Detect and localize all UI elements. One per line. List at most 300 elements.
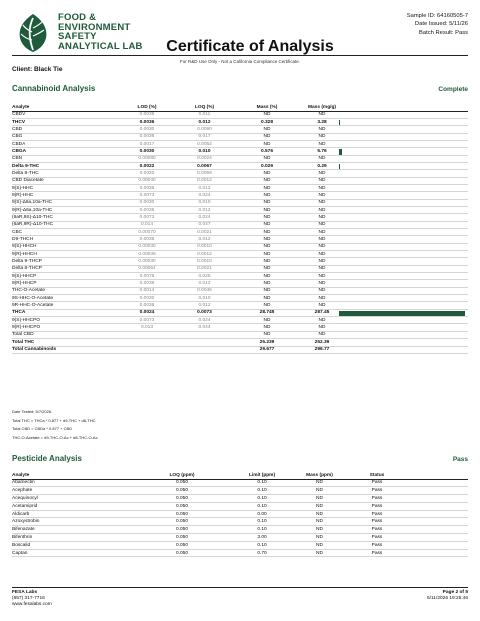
limit-cell: 3.00: [232, 534, 292, 542]
loq-cell: 0.0052: [182, 140, 227, 147]
spacer-cell: [407, 479, 468, 487]
table-row: [12, 331, 468, 338]
pesticide-status-badge: Pass: [452, 456, 468, 463]
lod-cell: 0.0036: [112, 184, 182, 191]
sample-id: Sample ID: 64160505-7: [406, 13, 468, 19]
mass-pct-cell: ND: [227, 177, 307, 184]
mass-bar-cell: [337, 221, 468, 228]
table-row: [12, 214, 468, 221]
lod-cell: 0.00030: [112, 243, 182, 250]
column-header: Mass (ppm): [292, 472, 347, 479]
loq-cell: 0.010: [182, 295, 227, 302]
logo-line: FOOD &: [58, 12, 97, 23]
table-row: [12, 229, 468, 236]
column-header: LOD (%): [112, 104, 182, 111]
table-row: [12, 251, 468, 258]
table-row: [12, 309, 468, 316]
analyte-cell: THC-O-Acetate: [12, 287, 112, 294]
note-line: Total THC = THCa * 0.877 + d9-THC + d8-THC: [12, 417, 96, 423]
analyte-cell: 9(S)-HHCP: [12, 273, 112, 280]
status-cell: Pass: [347, 526, 407, 534]
spacer-cell: [407, 495, 468, 503]
mass-mgg-cell: ND: [307, 243, 337, 250]
lod-cell: 0.0030: [112, 126, 182, 133]
mass-mgg-cell: ND: [307, 273, 337, 280]
analyte-cell: Delta 9-THCP: [12, 258, 112, 265]
mass-mgg-cell: ND: [307, 317, 337, 324]
column-header: Mass (mg/g): [308, 104, 336, 110]
mass-pct-cell: ND: [227, 280, 307, 287]
spacer-cell: [407, 518, 468, 526]
analyte-cell: Total THC: [12, 339, 112, 346]
lod-cell: 0.00080: [112, 155, 182, 162]
loq-cell: 0.050: [132, 510, 232, 518]
analyte-cell: Aldicarb: [12, 510, 132, 518]
analyte-cell: CBN: [12, 155, 112, 162]
footer-lab-info: [12, 590, 52, 607]
mass-bar-cell: [337, 118, 468, 125]
analyte-cell: Total Cannabinoids: [12, 346, 112, 353]
mass-mgg-cell: ND: [307, 229, 337, 236]
loq-cell: 0.050: [132, 549, 232, 557]
status-cell: Pass: [347, 534, 407, 542]
analyte-cell: Total CBD: [12, 331, 112, 338]
mass-mgg-cell: ND: [307, 221, 337, 228]
table-header-row: [12, 472, 468, 479]
spacer-cell: [407, 487, 468, 495]
logo-line: SAFETY: [58, 31, 97, 42]
spacer-cell: [407, 549, 468, 557]
mass-pct-cell: ND: [227, 295, 307, 302]
mass-pct-cell: 0.029: [227, 162, 307, 169]
loq-cell: 0.010: [182, 148, 227, 155]
loq-cell: 0.012: [182, 118, 227, 125]
table-row: [12, 236, 468, 243]
table-row: [12, 140, 468, 147]
mass-mgg-cell: ND: [307, 236, 337, 243]
status-cell: Pass: [347, 479, 407, 487]
mass-pct-cell: ND: [227, 126, 307, 133]
loq-cell: 0.0059: [182, 170, 227, 177]
mass-cell: ND: [292, 534, 347, 542]
lod-cell: 0.0073: [112, 214, 182, 221]
table-row: [12, 541, 468, 549]
loq-cell: 0.050: [132, 487, 232, 495]
column-header: Mass (%): [227, 104, 307, 111]
analyte-cell: Acetamiprid: [12, 502, 132, 510]
cannabinoid-table: [12, 104, 468, 354]
analyte-cell: CBD Diacetate: [12, 177, 112, 184]
loq-cell: 0.010: [182, 199, 227, 206]
loq-cell: 0.050: [132, 518, 232, 526]
table-row: [12, 206, 468, 213]
loq-cell: 0.044: [182, 324, 227, 331]
mass-pct-cell: ND: [227, 206, 307, 213]
column-header: Limit (ppm): [232, 472, 292, 479]
mass-pct-cell: 0.328: [227, 118, 307, 125]
mass-mgg-cell: 0.29: [307, 162, 337, 169]
mass-bar-cell: [337, 331, 468, 338]
table-row: [12, 502, 468, 510]
analyte-cell: THCA: [12, 309, 112, 316]
column-header: LOQ (%): [182, 104, 227, 111]
lod-cell: [112, 331, 182, 338]
table-row: [12, 221, 468, 228]
lod-cell: 0.0036: [112, 236, 182, 243]
loq-cell: 0.017: [182, 133, 227, 140]
mass-pct-cell: ND: [227, 287, 307, 294]
footer-phone: (657) 317-7716: [12, 595, 45, 601]
lod-cell: 0.0036: [112, 118, 182, 125]
spacer-cell: [407, 526, 468, 534]
column-header: LOQ (ppm): [132, 472, 232, 479]
loq-cell: 0.012: [182, 184, 227, 191]
mass-pct-cell: 28.745: [227, 309, 307, 316]
analyte-cell: CBDA: [12, 140, 112, 147]
mass-bar-cell: [337, 206, 468, 213]
footer-timestamp: 5/11/2026 19:25:46: [427, 595, 468, 601]
lod-cell: 0.014: [112, 221, 182, 228]
mass-pct-cell: ND: [227, 302, 307, 309]
logo-line: ENVIRONMENT: [58, 21, 131, 33]
table-header-row: [12, 104, 468, 111]
lod-cell: 0.0022: [112, 162, 182, 169]
analyte-cell: 9(S)-HHC: [12, 184, 112, 191]
mass-pct-cell: ND: [227, 317, 307, 324]
mass-bar-cell: [337, 184, 468, 191]
mass-bar-cell: [337, 162, 468, 169]
analyte-cell: CBC: [12, 229, 112, 236]
note-line: Total CBD = CBDa * 0.877 + CBD: [12, 426, 73, 432]
loq-cell: 0.024: [182, 192, 227, 199]
analyte-cell: 9(S)-Δ6a,10a-THC: [12, 199, 112, 206]
mass-bar-cell: [337, 324, 468, 331]
mass-bar-cell: [337, 229, 468, 236]
table-row: [12, 111, 468, 118]
mass-mgg-cell: ND: [307, 155, 337, 162]
page-title: Certificate of Analysis: [166, 38, 334, 55]
analyte-cell: 9(R)-Δ6a,10a-THC: [12, 206, 112, 213]
mass-mgg-cell: ND: [307, 258, 337, 265]
lod-cell: [112, 346, 182, 353]
table-row: [12, 126, 468, 133]
loq-cell: 0.0067: [182, 162, 227, 169]
mass-pct-cell: ND: [227, 273, 307, 280]
mass-pct-cell: ND: [227, 221, 307, 228]
mass-cell: ND: [292, 518, 347, 526]
page-number: Page 2 of 5: [442, 590, 468, 595]
footer-page-info: [427, 590, 468, 602]
mass-bar-cell: [337, 273, 468, 280]
mass-pct-cell: ND: [227, 133, 307, 140]
table-row: [12, 162, 468, 169]
status-cell: Pass: [347, 502, 407, 510]
table-row: [12, 534, 468, 542]
mass-cell: ND: [292, 495, 347, 503]
disclaimer: For R&D Use Only - Not a California Compliance Certificate.: [179, 59, 301, 64]
lod-cell: 0.0014: [112, 287, 182, 294]
mass-pct-cell: ND: [227, 140, 307, 147]
loq-cell: [182, 331, 227, 338]
pesticide-table: [12, 472, 468, 557]
table-row: [12, 265, 468, 272]
lod-cell: [112, 339, 182, 346]
cannabinoid-status-badge: Complete: [438, 86, 468, 93]
analyte-cell: Delta 8-THC: [12, 170, 112, 177]
loq-cell: 0.0021: [182, 265, 227, 272]
mass-bar-cell: [337, 199, 468, 206]
mass-bar-cell: [337, 243, 468, 250]
lod-cell: 0.0036: [112, 302, 182, 309]
mass-cell: ND: [292, 541, 347, 549]
analyte-cell: (6aR,9S)-Δ10-THC: [12, 214, 112, 221]
loq-cell: 0.024: [182, 214, 227, 221]
loq-cell: 0.012: [182, 236, 227, 243]
loq-cell: 0.050: [132, 541, 232, 549]
mass-bar-cell: [337, 346, 468, 353]
lod-cell: 0.00030: [112, 258, 182, 265]
analyte-cell: 9(S)-HHCH: [12, 243, 112, 250]
loq-cell: 0.0046: [182, 287, 227, 294]
loq-cell: 0.024: [182, 317, 227, 324]
loq-cell: 0.0021: [182, 229, 227, 236]
analyte-cell: (6aR,9R)-Δ10-THC: [12, 221, 112, 228]
analyte-cell: Acephate: [12, 487, 132, 495]
mass-pct-cell: ND: [227, 331, 307, 338]
analyte-cell: Abamectin: [12, 479, 132, 487]
loq-cell: 0.011: [182, 111, 227, 118]
lod-cell: 0.0038: [112, 133, 182, 140]
spacer-cell: [407, 534, 468, 542]
mass-bar-cell: [337, 309, 468, 316]
table-row: [12, 287, 468, 294]
mass-pct-cell: ND: [227, 251, 307, 258]
note-line: Date Tested: 5/7/2026.: [12, 409, 53, 414]
footer-lab-name: FESA Labs: [12, 590, 38, 595]
mass-bar-cell: [337, 339, 468, 346]
mass-bar-cell: [337, 236, 468, 243]
analyte-cell: 9S-HHC-O-Acetate: [12, 295, 112, 302]
loq-cell: 0.0010: [182, 243, 227, 250]
table-row: [12, 184, 468, 191]
mass-bar-cell: [337, 251, 468, 258]
mass-pct-cell: ND: [227, 199, 307, 206]
analyte-cell: CBGA: [12, 148, 112, 155]
status-cell: Pass: [347, 549, 407, 557]
mass-mgg-cell: ND: [307, 111, 337, 118]
mass-mgg-cell: ND: [307, 302, 337, 309]
limit-cell: 0.10: [232, 502, 292, 510]
mass-bar: [339, 164, 340, 169]
table-row: [12, 148, 468, 155]
date-issued: Date Issued: 5/11/26: [414, 21, 468, 28]
mass-pct-cell: 29.677: [227, 346, 307, 353]
column-header: Status: [347, 472, 407, 479]
table-row: [12, 346, 468, 353]
limit-cell: 0.00: [232, 510, 292, 518]
limit-cell: 0.10: [232, 518, 292, 526]
limit-cell: 0.10: [232, 541, 292, 549]
table-row: [12, 280, 468, 287]
table-row: [12, 518, 468, 526]
table-row: [12, 510, 468, 518]
analyte-cell: 9(R)-HHCPO: [12, 324, 112, 331]
lod-cell: 0.013: [112, 324, 182, 331]
spacer-cell: [407, 502, 468, 510]
loq-cell: 0.025: [182, 273, 227, 280]
status-cell: Pass: [347, 495, 407, 503]
mass-bar-cell: [337, 302, 468, 309]
table-row: [12, 118, 468, 125]
table-row: [12, 243, 468, 250]
mass-pct-cell: ND: [227, 265, 307, 272]
analyte-cell: Azoxystrobin: [12, 518, 132, 526]
mass-bar-cell: [337, 317, 468, 324]
loq-cell: [182, 339, 227, 346]
lod-cell: 0.0036: [112, 280, 182, 287]
analyte-cell: Delta 8-THCP: [12, 265, 112, 272]
mass-mgg-cell: ND: [307, 280, 337, 287]
lod-cell: 0.0017: [112, 140, 182, 147]
column-header: Analyte: [12, 104, 112, 111]
mass-cell: ND: [292, 502, 347, 510]
mass-mgg-cell: ND: [307, 126, 337, 133]
mass-mgg-cell: ND: [307, 287, 337, 294]
loq-cell: 0.050: [132, 479, 232, 487]
footer-divider: [12, 587, 468, 588]
loq-cell: 0.012: [182, 206, 227, 213]
analyte-cell: Bifenazate: [12, 526, 132, 534]
loq-cell: 0.012: [182, 280, 227, 287]
leaf-logo-icon: [12, 12, 54, 54]
loq-cell: [182, 346, 227, 353]
mass-mgg-cell: 252.39: [307, 339, 337, 346]
analyte-cell: CBG: [12, 133, 112, 140]
note-line: THC-O-Acetate = d9-THC-O-Ac + d8-THC-O-Ac: [12, 434, 98, 440]
mass-pct-cell: ND: [227, 243, 307, 250]
column-header: Analyte: [12, 472, 132, 479]
spacer-cell: [407, 541, 468, 549]
mass-pct-cell: ND: [227, 229, 307, 236]
mass-bar-cell: [337, 140, 468, 147]
lod-cell: 0.0073: [112, 192, 182, 199]
loq-cell: 0.0010: [182, 258, 227, 265]
table-row: [12, 258, 468, 265]
mass-cell: ND: [292, 487, 347, 495]
status-cell: Pass: [347, 541, 407, 549]
loq-cell: 0.0012: [182, 177, 227, 184]
sample-info: [407, 12, 468, 37]
limit-cell: 0.10: [232, 495, 292, 503]
status-cell: Pass: [347, 518, 407, 526]
mass-bar: [339, 149, 342, 154]
loq-cell: 0.0073: [182, 309, 227, 316]
limit-cell: 0.10: [232, 479, 292, 487]
mass-mgg-cell: ND: [307, 206, 337, 213]
client-name: Client: Black Tie: [12, 66, 63, 73]
analyte-cell: Boscalid: [12, 541, 132, 549]
analyte-cell: Delta 9-THC: [12, 162, 112, 169]
analyte-cell: 9(R)-HHCH: [12, 251, 112, 258]
mass-mgg-cell: ND: [307, 192, 337, 199]
table-row: [12, 170, 468, 177]
table-row: [12, 549, 468, 557]
loq-cell: 0.050: [132, 534, 232, 542]
table-row: [12, 192, 468, 199]
mass-bar-cell: [337, 287, 468, 294]
analyte-cell: Bifenthrin: [12, 534, 132, 542]
analyte-cell: THCV: [12, 118, 112, 125]
mass-bar-cell: [337, 148, 468, 155]
table-row: [12, 133, 468, 140]
lab-logo: [12, 10, 162, 60]
spacer-cell: [407, 510, 468, 518]
mass-mgg-cell: ND: [307, 133, 337, 140]
mass-pct-cell: 0.576: [227, 148, 307, 155]
table-row: [12, 317, 468, 324]
mass-cell: ND: [292, 549, 347, 557]
table-row: [12, 495, 468, 503]
table-row: [12, 199, 468, 206]
loq-cell: 0.0090: [182, 126, 227, 133]
mass-cell: ND: [292, 510, 347, 518]
mass-pct-cell: ND: [227, 170, 307, 177]
mass-pct-cell: ND: [227, 192, 307, 199]
loq-cell: 0.047: [182, 221, 227, 228]
mass-bar: [339, 311, 465, 316]
analyte-cell: 9(S)-HHCPO: [12, 317, 112, 324]
mass-cell: ND: [292, 526, 347, 534]
loq-cell: 0.050: [132, 495, 232, 503]
mass-pct-cell: ND: [227, 236, 307, 243]
analyte-cell: CBDV: [12, 111, 112, 118]
loq-cell: 0.050: [132, 526, 232, 534]
lod-cell: 0.0024: [112, 309, 182, 316]
report-header: [12, 10, 468, 60]
cannabinoid-notes: [12, 408, 98, 442]
mass-bar-cell: [337, 265, 468, 272]
table-row: [12, 487, 468, 495]
table-row: [12, 177, 468, 184]
loq-cell: 0.012: [182, 302, 227, 309]
lod-cell: 0.00040: [112, 177, 182, 184]
mass-pct-cell: ND: [227, 155, 307, 162]
mass-bar-cell: [337, 192, 468, 199]
table-row: [12, 155, 468, 162]
limit-cell: 0.10: [232, 487, 292, 495]
analyte-cell: 9R-HHC-O-Acetate: [12, 302, 112, 309]
mass-mgg-cell: ND: [307, 177, 337, 184]
lod-cell: 0.00064: [112, 265, 182, 272]
mass-mgg-cell: ND: [307, 184, 337, 191]
table-row: [12, 339, 468, 346]
table-row: [12, 479, 468, 487]
analyte-cell: 9(R)-HHC: [12, 192, 112, 199]
mass-mgg-cell: ND: [307, 140, 337, 147]
table-row: [12, 273, 468, 280]
mass-pct-cell: ND: [227, 258, 307, 265]
lod-cell: 0.0076: [112, 273, 182, 280]
logo-text: [58, 13, 143, 51]
mass-mgg-cell: ND: [307, 295, 337, 302]
loq-cell: 0.0012: [182, 251, 227, 258]
lod-cell: 0.00070: [112, 229, 182, 236]
analyte-cell: Captan: [12, 549, 132, 557]
lod-cell: 0.0035: [112, 111, 182, 118]
batch-result: Batch Result: Pass: [419, 29, 468, 36]
mass-bar-cell: [337, 133, 468, 140]
header-divider: [12, 55, 468, 56]
